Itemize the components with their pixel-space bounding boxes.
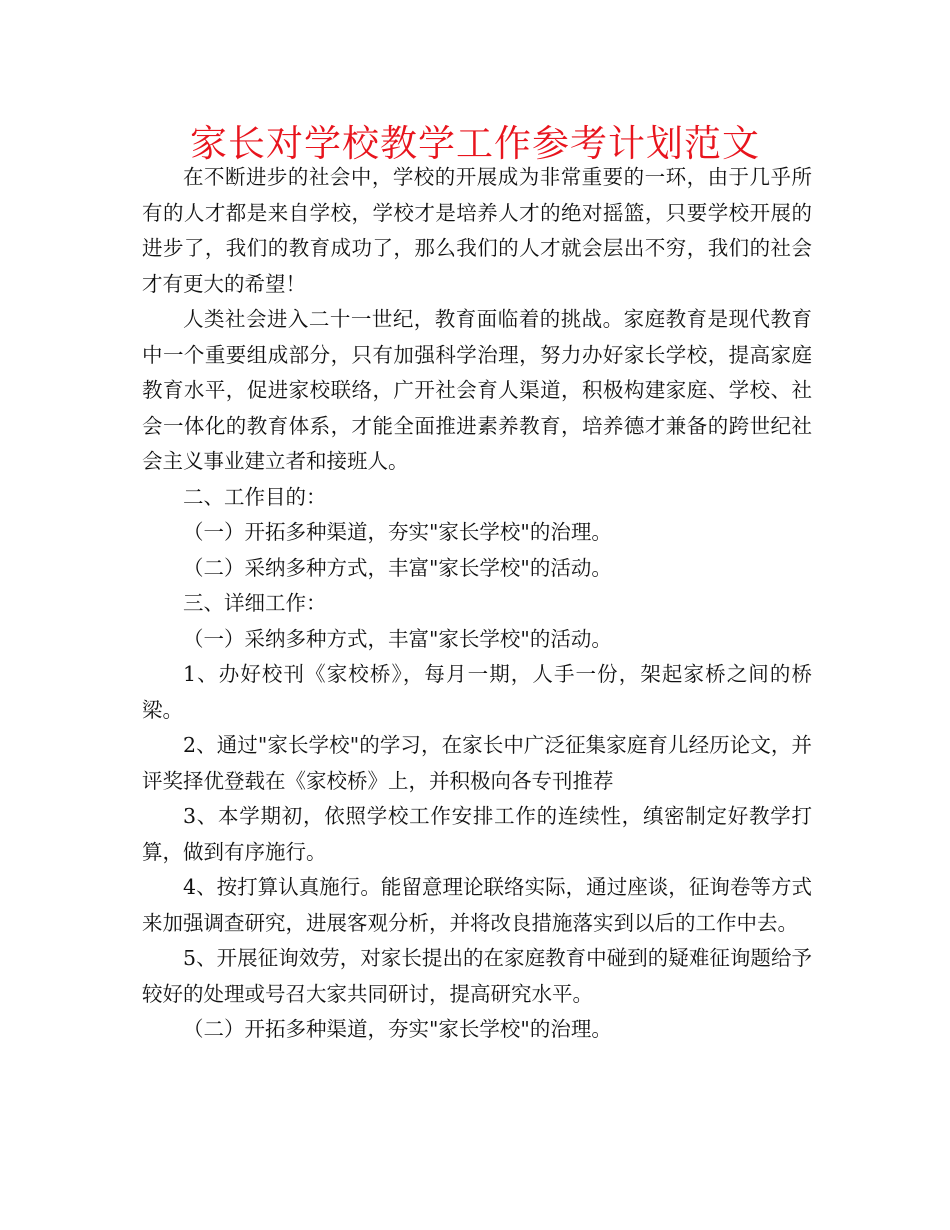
document-body xyxy=(142,160,812,1048)
work-item-2: 2、通过"家长学校"的学习，在家长中广泛征集家庭育儿经历论文，并评奖择优登载在《家校桥》上，并积极向各专刊推荐 xyxy=(142,733,812,793)
heading-detailed-work: 三、详细工作： xyxy=(183,591,327,615)
heading-work-goals: 二、工作目的： xyxy=(183,484,327,509)
work-item-1: 1、办好校刊《家校桥》，每月一期，人手一份，架起家桥之间的桥梁。 xyxy=(142,662,812,722)
work-item-4: 4、按打算认真施行。能留意理论联络实际，通过座谈，征询卷等方式来加强调查研究，进展客观分析，并将改良措施落实到以后的工作中去。 xyxy=(142,875,812,935)
goal-item-1: （一）开拓多种渠道，夯实"家长学校"的治理。 xyxy=(183,520,612,544)
paragraph-intro: 在不断进步的社会中，学校的开展成为非常重要的一环，由于几乎所有的人才都是来自学校，学校才是培养人才的绝对摇篮，只要学校开展的进步了，我们的教育成功了，那么我们的人才就会层出不穷，我们的社会才有更大的希望！ xyxy=(142,165,812,296)
work-item-5: 5、开展征询效劳，对家长提出的在家庭教育中碰到的疑难征询题给予较好的处理或号召大家共同研讨，提高研究水平。 xyxy=(142,946,812,1006)
document-title: 家长对学校教学工作参考计划范文 xyxy=(190,122,760,165)
subheading-management: （二）开拓多种渠道，夯实"家长学校"的治理。 xyxy=(183,1017,612,1041)
paragraph-background: 人类社会进入二十一世纪，教育面临着的挑战。家庭教育是现代教育中一个重要组成部分，只有加强科学治理，努力办好家长学校，提高家庭教育水平，促进家校联络，广开社会育人渠道，积极构建家庭、学校、社会一体化的教育体系，才能全面推进素养教育，培养德才兼备的跨世纪社会主义事业建立者和接班人。 xyxy=(142,307,812,473)
work-item-3: 3、本学期初，依照学校工作安排工作的连续性，缜密制定好教学打算，做到有序施行。 xyxy=(142,804,812,864)
goal-item-2: （二）采纳多种方式，丰富"家长学校"的活动。 xyxy=(183,555,612,580)
subheading-activities: （一）采纳多种方式，丰富"家长学校"的活动。 xyxy=(183,626,612,651)
